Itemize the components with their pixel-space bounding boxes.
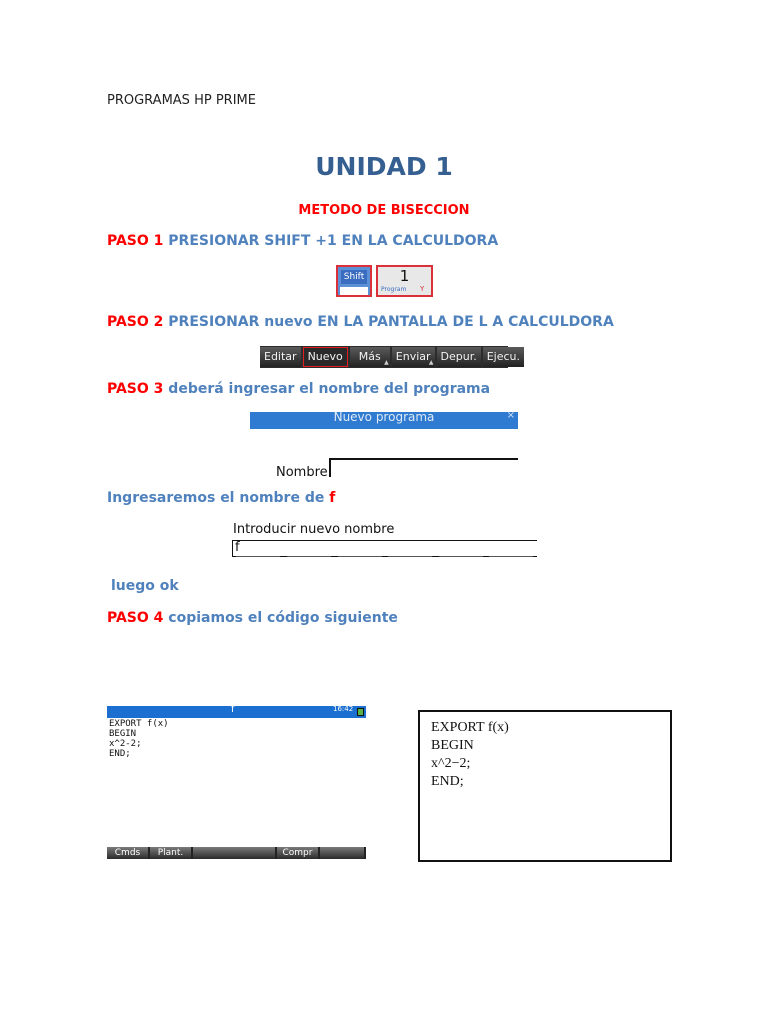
one-key-label: 1 (399, 267, 410, 285)
blank-button (193, 847, 275, 859)
menu-arrow-icon: ▲ (428, 359, 434, 366)
step-4 (107, 610, 398, 626)
one-key-sublabel: Program (381, 286, 407, 293)
battery-icon (357, 708, 364, 716)
screen-time: 16:42 (333, 705, 354, 713)
menu-depur-button: Depur. (437, 347, 481, 367)
ingresar-nombre-line (107, 490, 335, 506)
page-title: UNIDAD 1 (315, 152, 453, 181)
calculator-code-screen (107, 706, 366, 859)
luego-ok-text: luego ok (111, 578, 179, 594)
step-1-text: PRESIONAR SHIFT +1 EN LA CALCULDORA (163, 233, 499, 249)
name-input (232, 540, 537, 557)
step-1 (107, 233, 498, 249)
menu-ejecu-button: Ejecu. (483, 347, 524, 367)
step-1-label: PASO 1 (107, 233, 164, 249)
document-header: PROGRAMAS HP PRIME (107, 93, 256, 108)
one-key-alpha: Y (420, 285, 425, 293)
nombre-input (329, 458, 518, 477)
menu-enviar-button: Enviar ▲ (392, 347, 435, 367)
menu-arrow-icon: ▲ (384, 359, 389, 366)
shift-key (336, 265, 372, 297)
shift-one-keys-image (336, 265, 433, 299)
calculator-menu-bar (260, 346, 521, 368)
code-box-text: EXPORT f(x) BEGIN x^2−2; END; (431, 720, 509, 789)
ingresar-text: Ingresaremos el nombre de (107, 490, 330, 506)
menu-nuevo-button: Nuevo (303, 347, 348, 367)
step-3-label: PASO 3 (107, 381, 164, 397)
dialog-title: Nuevo programa (250, 412, 518, 429)
blank-button-2 (320, 847, 364, 859)
step-2 (107, 314, 614, 330)
step-4-label: PASO 4 (107, 610, 164, 626)
nuevo-programa-dialog-image (250, 412, 518, 477)
screen-title-bar (107, 706, 366, 718)
step-2-label: PASO 2 (107, 314, 164, 330)
step-2-text: PRESIONAR nuevo EN LA PANTALLA DE L A CALCULDORA (163, 314, 614, 330)
step-3-text: deberá ingresar el nombre del programa (163, 381, 491, 397)
step-4-text: copiamos el código siguiente (163, 610, 398, 626)
screen-code: EXPORT f(x) BEGIN x^2-2; END; (109, 719, 169, 759)
introducir-label: Introducir nuevo nombre (233, 522, 395, 537)
step-3 (107, 381, 490, 397)
program-name: f (329, 490, 336, 506)
one-key (376, 265, 433, 297)
menu-mas-button: Más ▲ (350, 347, 390, 367)
menu-editar-button: Editar (260, 347, 301, 367)
introducir-nombre-image (232, 522, 537, 558)
compr-button: Compr (277, 847, 318, 859)
name-input-value: f (235, 540, 240, 555)
plant-button: Plant. (150, 847, 191, 859)
page-subtitle: METODO DE BISECCION (298, 203, 470, 218)
shift-key-label: Shift (341, 270, 367, 284)
close-icon: × (506, 412, 515, 421)
code-box (418, 710, 672, 862)
cmds-button: Cmds (107, 847, 148, 859)
screen-menu-bar (107, 847, 366, 859)
nombre-label: Nombre: (276, 465, 333, 477)
screen-title: f (231, 704, 235, 715)
